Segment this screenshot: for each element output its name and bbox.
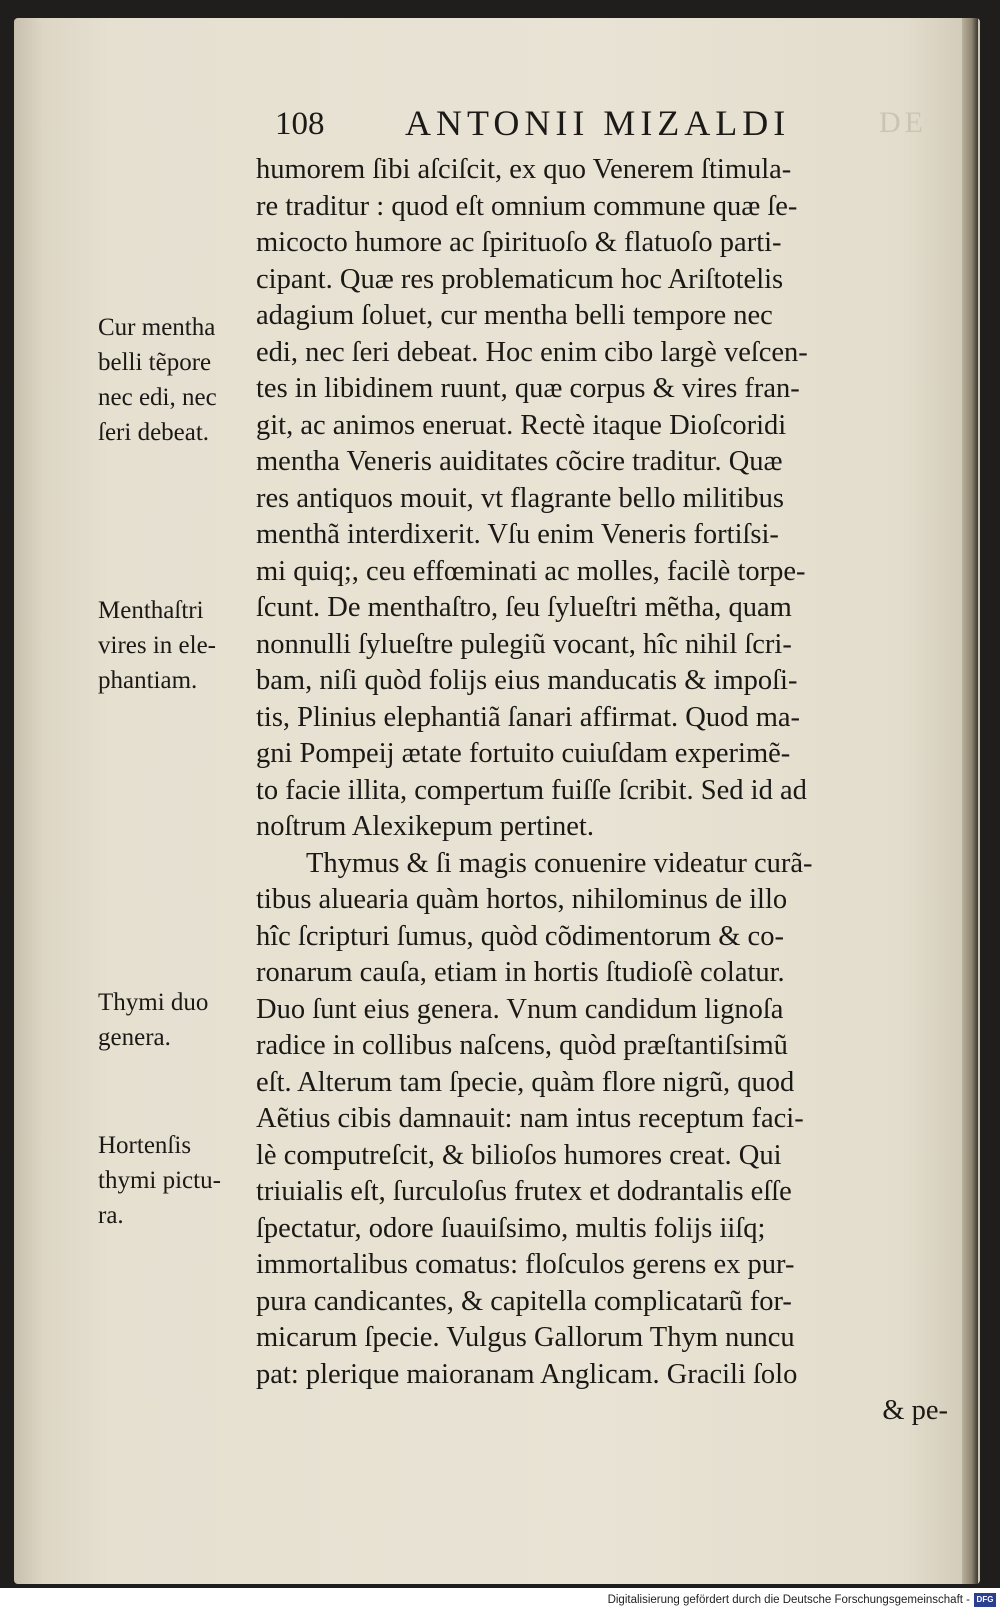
margin-note-line: thymi pictu- [98, 1167, 221, 1194]
text-line: eſt. Alterum tam ſpecie, quàm flore nigrũ, quod [256, 1066, 795, 1098]
margin-note-line: ſeri debeat. [98, 419, 210, 446]
text-line: cipant. Quæ res problematicum hoc Ariſtotelis [256, 263, 784, 295]
text-line: edi, nec ſeri debeat. Hoc enim cibo largè veſcen- [256, 336, 808, 368]
text-line: res antiquos mouit, vt flagrante bello militibus [256, 482, 784, 514]
text-line: mi quiq;, ceu effœminati ac molles, facilè torpe- [256, 555, 806, 587]
text-line: re traditur : quod eſt omnium commune quæ ſe- [256, 190, 798, 222]
text-line: pat: plerique maioranam Anglicam. Gracili ſolo [256, 1358, 798, 1390]
text-line: nonnulli ſylueſtre pulegiũ vocant, hîc nihil ſcri- [256, 628, 792, 660]
text-line: micarum ſpecie. Vulgus Gallorum Thym nuncu [256, 1322, 795, 1353]
text-line: mentha Veneris auiditates cõcire traditur. Quæ [256, 446, 783, 477]
margin-note-line: Thymi duo [98, 989, 209, 1016]
margin-note-thymi [98, 985, 258, 1055]
text-line: menthã interdixerit. Vſu enim Veneris fortiſsi- [256, 519, 779, 550]
text-line: triuialis eſt, ſurculoſus frutex et dodrantalis eſſe [256, 1176, 792, 1207]
text-line: humorem ſibi aſciſcit, ex quo Venerem ſtimula- [256, 154, 792, 185]
text-line: radice in collibus naſcens, quòd præſtantiſsimũ [256, 1030, 788, 1061]
text-line: ſpectatur, odore ſuauiſsimo, multis folijs iiſq; [256, 1212, 766, 1244]
text-line: ſcunt. De menthaſtro, ſeu ſylueſtri mẽtha, quam [256, 592, 792, 623]
page-header [275, 100, 835, 146]
margin-note-mentha [98, 310, 258, 450]
text-line: Duo ſunt eius genera. Vnum candidum lignoſa [256, 993, 784, 1025]
margin-note-line: Cur mentha [98, 314, 216, 341]
running-title: ANTONII MIZALDI [405, 103, 791, 143]
text-line: bam, niſi quòd folijs eius manducatis & impoſi- [256, 665, 798, 696]
dfg-logo-icon: DFG [974, 1593, 996, 1607]
margin-note-line: belli tẽpore [98, 349, 212, 376]
text-line: pura candicantes, & capitella complicatarũ for- [256, 1285, 792, 1317]
page-edge [962, 18, 978, 1584]
margin-note-line: vires in ele- [98, 632, 217, 659]
margin-note-line: ra. [98, 1202, 124, 1229]
text-line: to facie illita, compertum fuiſſe ſcribit. Sed id ad [256, 774, 807, 806]
catchword: & pe- [882, 1395, 948, 1426]
funding-credit: Digitalisierung gefördert durch die Deutsche Forschungsgemeinschaft - [607, 1594, 970, 1606]
text-line: immortalibus comatus: floſculos gerens ex pur- [256, 1249, 795, 1280]
margin-note-line: Hortenſis [98, 1132, 192, 1159]
page-number: 108 [275, 106, 325, 142]
bleed-through-text: DE [879, 106, 927, 139]
paragraph-first-line: Thymus & ſi magis conuenire videatur curã- [306, 847, 813, 879]
text-line: tibus aluearia quàm hortos, nihilominus de illo [256, 884, 788, 915]
text-line: git, ac animos eneruat. Rectè itaque Dioſcoridi [256, 409, 787, 441]
footer-bar [0, 1588, 1000, 1618]
margin-note-line: genera. [98, 1024, 171, 1051]
margin-note-line: Menthaſtri [98, 597, 204, 624]
text-line: tis, Plinius elephantiã ſanari affirmat. Quod ma- [256, 701, 801, 733]
body-text [256, 152, 956, 1430]
text-line: adagium ſoluet, cur mentha belli tempore nec [256, 300, 773, 331]
text-line: micocto humore ac ſpirituoſo & flatuoſo parti- [256, 227, 782, 258]
text-line: lè computreſcit, & bilioſos humores creat. Qui [256, 1139, 782, 1171]
margin-note-menthastri [98, 593, 258, 698]
margin-note-line: nec edi, nec [98, 384, 217, 411]
margin-note-line: phantiam. [98, 667, 198, 694]
text-line: Aẽtius cibis damnauit: nam intus receptum faci- [256, 1103, 804, 1134]
text-line: gni Pompeij ætate fortuito cuiuſdam experimẽ- [256, 738, 791, 769]
text-line: ronarum cauſa, etiam in hortis ſtudioſè colatur. [256, 957, 785, 988]
text-line: tes in libidinem ruunt, quæ corpus & vires fran- [256, 373, 800, 404]
margin-note-hortensis [98, 1128, 258, 1233]
text-line: noſtrum Alexikepum pertinet. [256, 811, 594, 842]
text-line: hîc ſcripturi ſumus, quòd cõdimentorum & co- [256, 920, 784, 952]
